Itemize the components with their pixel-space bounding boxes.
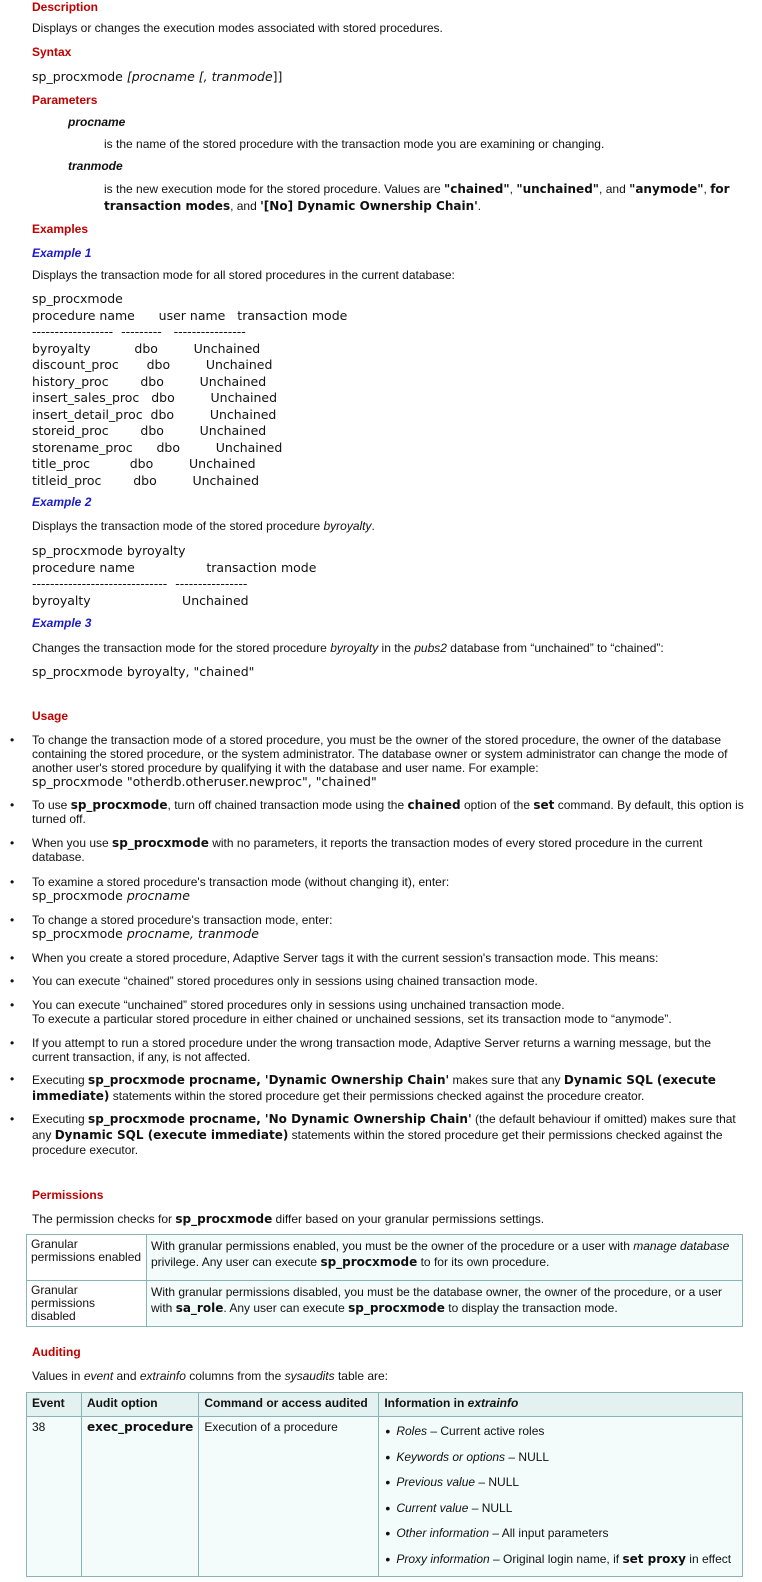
usage-bullet: •: [10, 1072, 15, 1086]
parameters-heading: Parameters: [32, 93, 98, 107]
example-3-code: sp_procxmode byroyalty, "chained": [32, 664, 255, 679]
description-heading: Description: [32, 0, 99, 14]
col-command: Command or access audited: [199, 1393, 379, 1417]
col-information: Information in extrainfo: [379, 1393, 743, 1417]
usage-bullet: •: [10, 998, 15, 1012]
list-item: • Proxy information – Original login name, if set proxy in effect: [384, 1548, 737, 1574]
example-2-desc: Displays the transaction mode of the stored procedure byroyalty.: [32, 519, 375, 533]
cell-information: [379, 1417, 743, 1577]
usage-item-5: To change a stored procedure's transaction mode, enter: sp_procxmode procname, tranmode: [32, 913, 333, 941]
example-2-code: sp_procxmode byroyalty procedure name transaction mode ------------------------------ ---------------- byroyalty Unchained: [32, 543, 317, 608]
syntax-heading: Syntax: [32, 45, 72, 59]
permissions-table: [26, 1234, 743, 1327]
permissions-label-disabled: Granular permissions disabled: [27, 1281, 147, 1327]
example-3-title: Example 3: [32, 616, 92, 630]
list-item: • Roles – Current active roles: [384, 1420, 737, 1446]
example-3-desc: Changes the transaction mode for the stored procedure byroyalty in the pubs2 database from “unchained” to “chained”:: [32, 641, 664, 655]
usage-item-7: You can execute “chained” stored procedures only in sessions using chained transaction mode.: [32, 974, 538, 988]
permissions-label-enabled: Granular permissions enabled: [27, 1235, 147, 1281]
usage-bullet: •: [10, 913, 15, 927]
col-event: Event: [27, 1393, 82, 1417]
syntax-line: sp_procxmode [procname [, tranmode]]: [32, 69, 283, 84]
list-item: • Keywords or options – NULL: [384, 1446, 737, 1472]
col-audit-option: Audit option: [82, 1393, 199, 1417]
list-item: • Current value – NULL: [384, 1497, 737, 1523]
cell-audit-option: exec_procedure: [82, 1417, 199, 1577]
auditing-intro: Values in event and extrainfo columns from the sysaudits table are:: [32, 1369, 389, 1383]
usage-item-4: To examine a stored procedure's transaction mode (without changing it), enter: sp_procxmode procname: [32, 875, 450, 903]
examples-heading: Examples: [32, 222, 89, 236]
usage-item-6: When you create a stored procedure, Adaptive Server tags it with the current session's transaction mode. This means:: [32, 951, 659, 965]
usage-item-1: To change the transaction mode of a stored procedure, you must be the owner of the stored procedure, the owner of the database containing the stored procedure, or the system administrator. The database owner or system administrator can change the mode of another user's stored procedure by qualifying it with the database and user name. For example: sp_procxmode "otherdb.otheruser.newproc", "chained": [32, 733, 728, 789]
auditing-table: [26, 1392, 743, 1577]
list-item: • Other information – All input parameters: [384, 1522, 737, 1548]
usage-bullet: •: [10, 798, 15, 812]
permissions-desc-enabled: With granular permissions enabled, you must be the owner of the procedure or a user with manage database privilege. Any user can execute sp_procxmode to for its own procedure.: [147, 1235, 743, 1281]
usage-bullet: •: [10, 951, 15, 965]
cell-event: 38: [27, 1417, 82, 1577]
table-header-row: [27, 1393, 743, 1417]
info-list: [384, 1420, 737, 1573]
example-1-code: sp_procxmode procedure name user name transaction mode ------------------ --------- ---------------- byroyalty dbo Unchained discount_proc dbo Unchained history_proc dbo Unchained insert_sales_proc dbo Unchained insert_detail_proc dbo Unchained storeid_proc dbo Unchained storename_proc dbo Unchained title_proc dbo Unchained titleid_proc dbo Unchained: [32, 291, 348, 488]
usage-heading: Usage: [32, 709, 69, 723]
table-row: [27, 1417, 743, 1577]
usage-item-2: To use sp_procxmode, turn off chained transaction mode using the chained option of the set command. By default, this option is turned off.: [32, 798, 744, 826]
example-1-desc: Displays the transaction mode for all stored procedures in the current database:: [32, 268, 455, 282]
table-row: [27, 1235, 743, 1281]
usage-bullet: •: [10, 733, 15, 747]
usage-item-11: Executing sp_procxmode procname, 'No Dynamic Ownership Chain' (the default behaviour if omitted) makes sure that any Dynamic SQL (execute immediate) statements within the stored procedure get their permissions checked against the procedure executor.: [32, 1112, 736, 1157]
example-1-title: Example 1: [32, 246, 92, 260]
usage-item-9: If you attempt to run a stored procedure under the wrong transaction mode, Adaptive Server returns a warning message, but the current transaction, if any, is not affected.: [32, 1036, 712, 1064]
permissions-intro: The permission checks for sp_procxmode differ based on your granular permissions settings.: [32, 1212, 545, 1226]
description-text: Displays or changes the execution modes associated with stored procedures.: [32, 21, 443, 35]
example-2-title: Example 2: [32, 495, 92, 509]
param-tranmode: tranmode: [68, 159, 123, 173]
usage-item-8: You can execute “unchained” stored procedures only in sessions using unchained transaction mode. To execute a particular stored procedure in either chained or unchained sessions, set its transaction mode to “anymode”.: [32, 998, 672, 1026]
param-tranmode-desc: is the new execution mode for the stored procedure. Values are "chained", "unchained", and "anymode", for transaction modes, and '[No] Dynamic Ownership Chain'.: [104, 182, 730, 213]
usage-item-3: When you use sp_procxmode with no parameters, it reports the transaction modes of every stored procedure in the current database.: [32, 836, 703, 864]
usage-bullet: •: [10, 1036, 15, 1050]
usage-bullet: •: [10, 875, 15, 889]
param-procname-desc: is the name of the stored procedure with the transaction mode you are examining or changing.: [104, 137, 605, 151]
usage-bullet: •: [10, 974, 15, 988]
param-procname: procname: [68, 115, 126, 129]
cell-command: Execution of a procedure: [199, 1417, 379, 1577]
list-item: • Previous value – NULL: [384, 1471, 737, 1497]
table-row: [27, 1281, 743, 1327]
usage-bullet: •: [10, 1112, 15, 1126]
usage-bullet: •: [10, 836, 15, 850]
usage-item-10: Executing sp_procxmode procname, 'Dynamic Ownership Chain' makes sure that any Dynamic SQL (execute immediate) statements within the stored procedure get their permissions checked against the procedure creator.: [32, 1073, 716, 1103]
permissions-heading: Permissions: [32, 1188, 104, 1202]
permissions-desc-disabled: With granular permissions disabled, you must be the database owner, the owner of the procedure, or a user with sa_role. Any user can execute sp_procxmode to display the transaction mode.: [147, 1281, 743, 1327]
auditing-heading: Auditing: [32, 1345, 81, 1359]
